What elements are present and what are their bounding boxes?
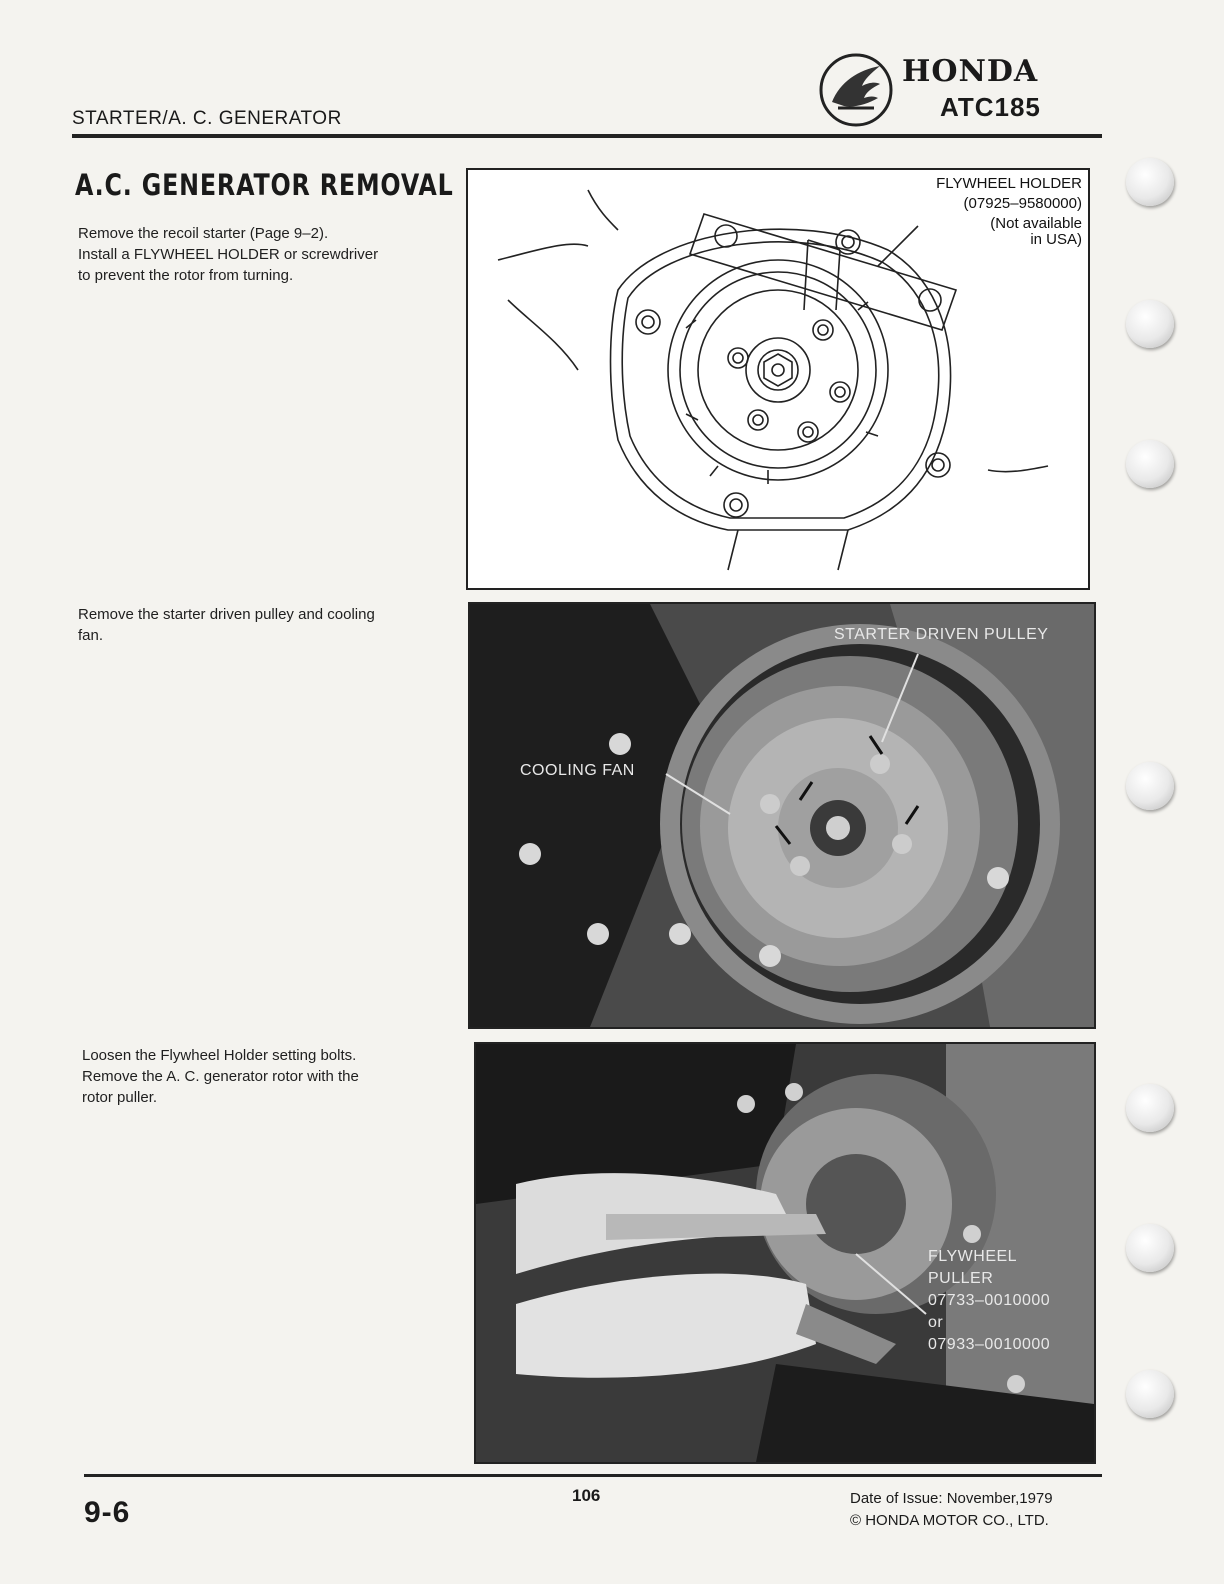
step2-line: fan. (78, 627, 104, 644)
flywheel-holder-diagram (466, 168, 1090, 590)
rotor-puller-photo (474, 1042, 1096, 1464)
issue-info (850, 1488, 1053, 1532)
binder-hole (1126, 1224, 1174, 1272)
step3-line: Remove the A. C. generator rotor with the (82, 1068, 359, 1085)
section-page-code: 9-6 (84, 1496, 131, 1529)
step1-line: to prevent the rotor from turning. (78, 267, 294, 284)
step2-text (78, 604, 450, 646)
binder-hole (1126, 1370, 1174, 1418)
figure1-label-line: FLYWHEEL HOLDER (936, 175, 1082, 192)
model-name: ATC185 (940, 92, 1041, 122)
header-divider (72, 134, 1102, 138)
binder-hole (1126, 158, 1174, 206)
step1-line: Install a FLYWHEEL HOLDER or screwdriver (78, 246, 379, 263)
binder-hole (1126, 1084, 1174, 1132)
figure1-label (936, 174, 1082, 250)
flywheel-puller-label (928, 1246, 1050, 1356)
binder-hole (1126, 762, 1174, 810)
flywheel-puller-label-line: 07733–0010000 (928, 1292, 1051, 1309)
figure1-label-line: (07925–9580000) (963, 195, 1082, 212)
pulley-photo-render (470, 604, 1094, 1027)
step3-text (82, 1045, 454, 1108)
binder-hole (1126, 300, 1174, 348)
step1-line: Remove the recoil starter (Page 9–2). (78, 225, 329, 242)
section-title: STARTER/A. C. GENERATOR (72, 108, 342, 129)
honda-wing-logo (818, 52, 894, 128)
page-heading: A.C. GENERATOR REMOVAL (75, 168, 454, 202)
flywheel-puller-label-line: or (928, 1314, 944, 1331)
starter-pulley-label: STARTER DRIVEN PULLEY (834, 626, 1049, 643)
step3-line: rotor puller. (82, 1089, 158, 1106)
issue-date: Date of Issue: November,1979 (850, 1490, 1053, 1507)
figure1-label-line: (Not available (990, 215, 1082, 232)
flywheel-puller-label-line: 07933–0010000 (928, 1336, 1051, 1353)
brand-name: HONDA (902, 54, 1039, 89)
step1-text (78, 223, 450, 286)
binder-hole (1126, 440, 1174, 488)
cooling-fan-label: COOLING FAN (520, 762, 635, 779)
starter-pulley-photo (468, 602, 1096, 1029)
flywheel-puller-label-line: FLYWHEEL (928, 1248, 1018, 1265)
step2-line: Remove the starter driven pulley and cooling (78, 606, 375, 623)
page-number: 106 (572, 1486, 601, 1505)
footer-divider (84, 1474, 1102, 1477)
copyright: © HONDA MOTOR CO., LTD. (850, 1512, 1049, 1529)
flywheel-puller-label-line: PULLER (928, 1270, 994, 1287)
figure1-label-line: in USA) (1030, 231, 1082, 248)
step3-line: Loosen the Flywheel Holder setting bolts. (82, 1047, 357, 1064)
